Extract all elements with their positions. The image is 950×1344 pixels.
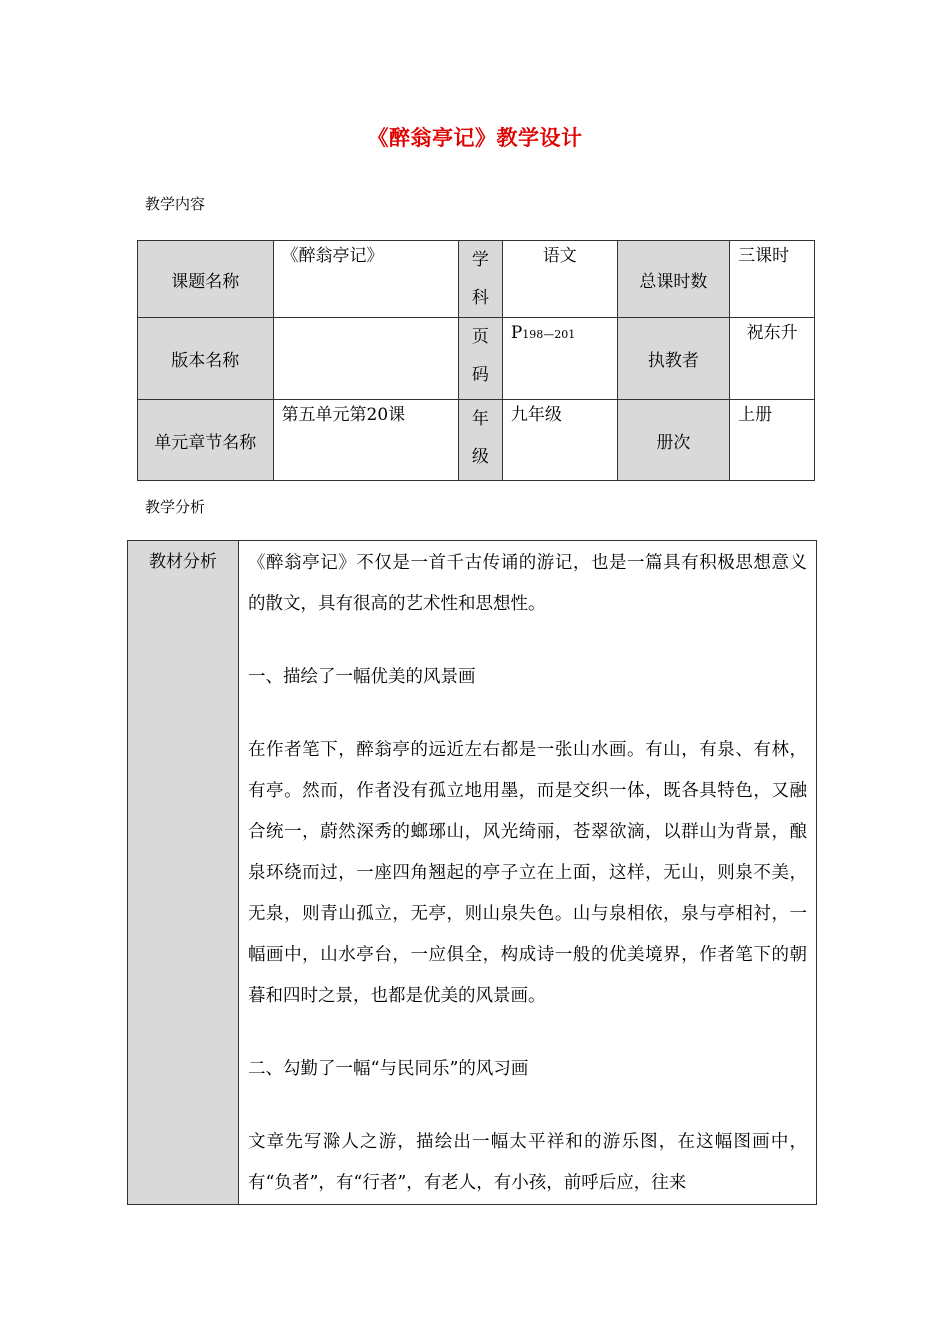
cell-total-hours-label: 总课时数: [617, 241, 730, 318]
analysis-paragraph: 文章先写滁人之游，描绘出一幅太平祥和的游乐图，在这幅图画中，有“负者”，有“行者”，有老人，有小孩，前呼后应，往来: [248, 1132, 807, 1193]
section-label-analysis: 教学分析: [145, 498, 206, 516]
document-title: 《醉翁亭记》教学设计: [367, 126, 583, 150]
section-label-content: 教学内容: [145, 195, 206, 213]
analysis-paragraph: 《醉翁亭记》不仅是一首千古传诵的游记，也是一篇具有积极思想意义的散文，具有很高的艺术性和思想性。: [248, 553, 807, 614]
info-table: [137, 240, 815, 481]
cell-material-analysis-body: [239, 541, 817, 1205]
cell-teacher-value: 祝东升: [730, 318, 815, 400]
cell-unit-label: 单元章节名称: [138, 400, 274, 481]
cell-edition-value: [273, 318, 458, 400]
cell-course-title-value: 《醉翁亭记》: [273, 241, 458, 318]
cell-material-analysis-label: 教材分析: [128, 541, 239, 1205]
cell-volume-value: 上册: [730, 400, 815, 481]
analysis-table: [127, 540, 817, 1205]
cell-subject-value: 语文: [502, 241, 617, 318]
cell-teacher-label: 执教者: [617, 318, 730, 400]
analysis-heading: 二、勾勤了一幅“与民同乐”的风习画: [248, 1059, 529, 1079]
cell-page-value: P198—201: [502, 318, 617, 400]
cell-course-title-label: 课题名称: [138, 241, 274, 318]
cell-edition-label: 版本名称: [138, 318, 274, 400]
analysis-heading: 一、描绘了一幅优美的风景画: [248, 667, 476, 687]
analysis-paragraph: 在作者笔下，醉翁亭的远近左右都是一张山水画。有山，有泉、有林，有亭。然而，作者没有孤立地用墨，而是交织一体，既各具特色，又融合统一，蔚然深秀的螂琊山，风光绮丽，苍翠欲滴，以群山为背景，酿泉环绕而过，一座四角翘起的亭子立在上面，这样，无山，则泉不美，无泉，则青山孤立，无亭，则山泉失色。山与泉相依，泉与亭相衬，一幅画中，山水亭台，一应俱全，构成诗一般的优美境界，作者笔下的朝暮和四时之景，也都是优美的风景画。: [248, 740, 807, 1006]
cell-grade-value: 九年级: [502, 400, 617, 481]
cell-page-label: 页 码: [458, 318, 502, 400]
cell-unit-value: 第五单元第20课: [273, 400, 458, 481]
cell-grade-label: 年 级: [458, 400, 502, 481]
cell-volume-label: 册次: [617, 400, 730, 481]
cell-subject-label: 学 科: [458, 241, 502, 318]
cell-total-hours-value: 三课时: [730, 241, 815, 318]
